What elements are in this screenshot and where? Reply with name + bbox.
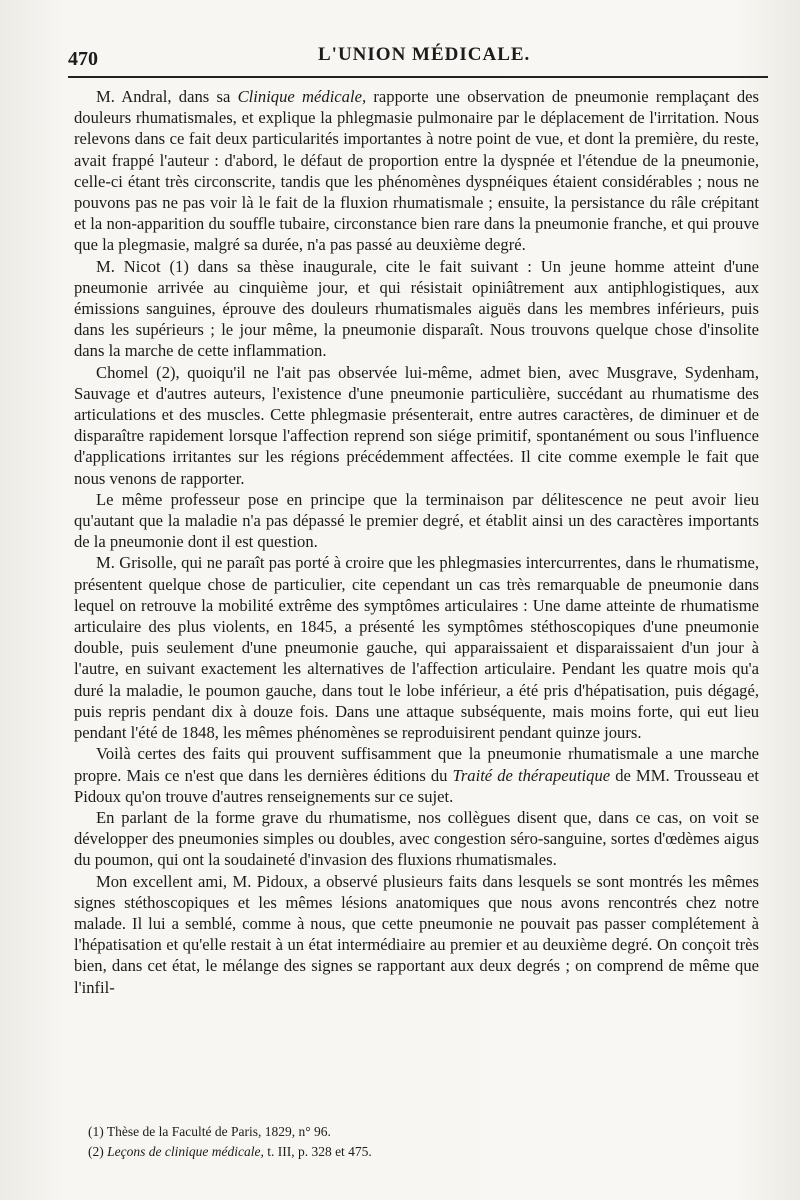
text-run: Voilà certes des faits qui prouvent suffisamment que la pneumonie rhumatismale a une marche propre. Mais ce n'est que dans les dernières éditions du bbox=[74, 744, 759, 785]
paragraph bbox=[74, 807, 759, 871]
text-run: M. Nicot (1) dans sa thèse inaugurale, cite le fait suivant : Un jeune homme atteint d'une pneumonie arrivée au cinquième jour, et qui résistait opiniâtrement aux antiphlogistiques, aux émissions sanguines, éprouve des douleurs rhumatismales aiguës dans les membres inférieurs, puis dans les supérieurs ; le jour même, la pneumonie disparaît. Nous trouvons quelque chose d'insolite dans la marche de cette inflammation. bbox=[74, 256, 759, 361]
text-run: Mon excellent ami, M. Pidoux, a observé plusieurs faits dans lesquels se sont montrés les mêmes signes stéthoscopiques et les mêmes lésions anatomiques que nous avons rencontrés chez notre malade. Il lui a semblé, comme à nous, que cette pneumonie ne pouvait pas passer complétement à l'hépatisation et qu'elle restait à un état intermédiaire au premier et au deuxième degré. On conçoit très bien, dans cet état, le mélange des signes se rapportant aux deux degrés ; on comprend de même que l'infil- bbox=[74, 871, 759, 997]
text-run: rapporte une observation de pneumonie remplaçant des douleurs rhumatismales, et explique la phlegmasie pulmonaire par le déplacement de l'irritation. Nous relevons dans ce fait deux particularités importantes à notre point de vue, et dont la première, du reste, avait frappé l'auteur : d'abord, le défaut de proportion entre la dyspnée et l'étendue de la pneumonie, celle-ci étant très circonscrite, tandis que les phénomènes dyspnéiques étaient considérables ; nous ne pouvons pas ne pas voir là le fait de la fluxion rhumatismale ; ensuite, la persistance du râle crépitant et la non-apparition du souffle tubaire, circonstance bien rare dans la pneumonie franche, et qui prouve que la plegmasie, malgré sa durée, n'a pas passé au deuxième degré. bbox=[74, 87, 759, 255]
text-run: (2) bbox=[88, 1144, 108, 1159]
text-run: M. Grisolle, qui ne paraît pas porté à croire que les phlegmasies intercurrentes, dans le rhumatisme, présentent quelque chose de particulier, cite cependant un cas très remarquable de pneumonie dans lequel on retrouve la mobilité extrême des symptômes articulaires : Une dame atteinte de rhumatisme articulaire des plus violents, en 1845, a présenté les symptômes stéthoscopiques d'une pneumonie double, puis seulement d'une pneumonie gauche, qui apparaissaient et disparaissaient d'un jour à l'autre, en suivant exactement les alternatives de l'affection articulaire. Pendant les quatre mois qu'a duré la maladie, le poumon gauche, dans tout le lobe inférieur, a été pris d'hépatisation, puis dégagé, puis repris pendant dix à douze fois. Dans une attaque subséquente, mais moins forte, qui eut lieu pendant l'été de 1848, les mêmes phénomènes se reproduisirent pendant quinze jours. bbox=[74, 553, 759, 743]
text-run: de MM. Trousseau et Pidoux qu'on trouve d'autres renseignements sur ce sujet. bbox=[74, 765, 760, 806]
text-run: M. Andral, dans sa bbox=[96, 87, 238, 106]
running-title: L'UNION MÉDICALE. bbox=[318, 44, 531, 65]
text-run: Clinique médicale, bbox=[237, 87, 367, 106]
paragraph bbox=[74, 86, 759, 256]
page-header bbox=[68, 40, 758, 72]
text-run: t. III, p. 328 et 475. bbox=[263, 1144, 372, 1159]
text-run: Chomel (2), quoiqu'il ne l'ait pas observée lui-même, admet bien, avec Musgrave, Sydenham, Sauvage et d'autres auteurs, l'existence d'une pneumonie particulière, succédant au rhumatisme des articulations et des muscles. Cette phlegmasie présenterait, entre autres caractères, de diminuer et de disparaître rapidement lorsque l'affection reprend son siége primitif, spontanément ou sous l'influence d'applications irritantes sur les régions précédemment affectées. Il cite comme exemple le fait que nous venons de rapporter. bbox=[74, 362, 759, 488]
footnotes bbox=[88, 1122, 748, 1162]
text-run: En parlant de la forme grave du rhumatisme, nos collègues disent que, dans ce cas, on voit se développer des pneumonies simples ou doubles, avec congestion séro-sanguine, sortes d'œdèmes aigus du poumon, qui ont la soudaineté d'invasion des fluxions rhumatismales. bbox=[74, 807, 759, 870]
paragraph bbox=[74, 871, 759, 998]
text-run: Leçons de clinique médicale, bbox=[107, 1144, 264, 1159]
page-number: 470 bbox=[68, 48, 98, 70]
body-text bbox=[74, 86, 759, 998]
paragraph bbox=[74, 743, 759, 807]
header-rule bbox=[68, 76, 768, 78]
text-run: Traité de thérapeutique bbox=[452, 765, 611, 785]
footnote bbox=[88, 1142, 748, 1162]
paragraph bbox=[74, 256, 759, 362]
text-run: (1) Thèse de la Faculté de Paris, 1829, n° 96. bbox=[88, 1124, 331, 1139]
paragraph bbox=[74, 489, 759, 553]
text-run: Le même professeur pose en principe que la terminaison par délitescence ne peut avoir lieu qu'autant que la maladie n'a pas dépassé le premier degré, et établit ainsi un des caractères importants de la pneumonie dont il est question. bbox=[74, 489, 759, 552]
footnote bbox=[88, 1122, 748, 1142]
paragraph bbox=[74, 552, 759, 743]
paragraph bbox=[74, 362, 759, 489]
